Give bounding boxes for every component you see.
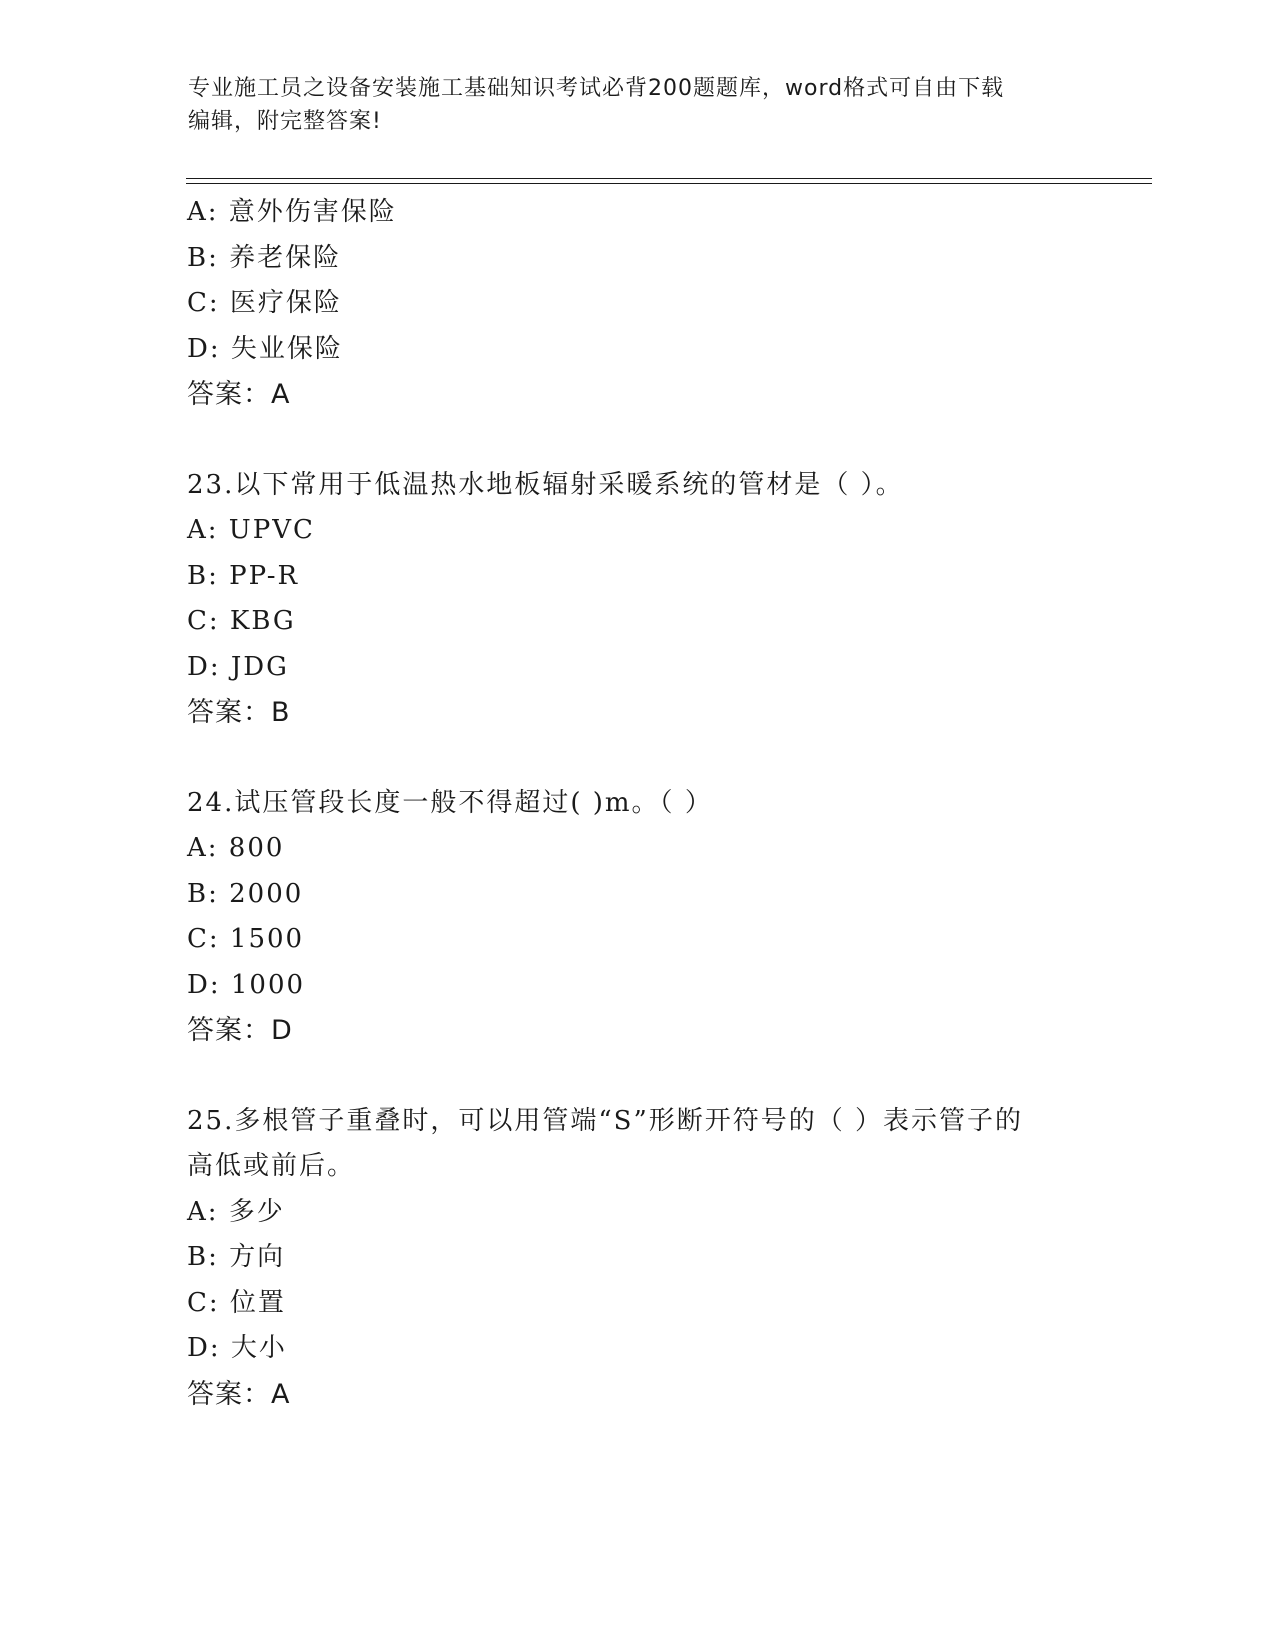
answer-label: 答案：A [187,379,291,410]
spacer [187,1054,1147,1099]
header-divider-top [186,178,1152,179]
option-d: D: 1000 [187,969,306,1000]
option-a: A: 多少 [187,1196,285,1227]
spacer [187,736,1147,781]
document-header [188,72,1088,138]
question-stem: 24.试压管段长度一般不得超过( )m。（ ） [187,787,713,818]
option-c: C: 1500 [187,924,305,954]
option-b: B: 方向 [187,1242,286,1272]
option-d: D: 失业保险 [187,333,343,364]
option-b: B: 养老保险 [187,242,342,273]
question-24 [187,781,1147,1054]
option-d: D: 大小 [187,1333,287,1363]
header-line-2: 编辑，附完整答案! [188,109,382,134]
answer-label: 答案：A [187,1378,291,1410]
question-stem-line-2: 高低或前后。 [187,1151,356,1181]
option-c: C: KBG [187,606,296,636]
option-d: D: JDG [187,651,289,682]
question-22 [187,190,1147,418]
answer-label: 答案：D [187,1015,293,1046]
question-stem: 23.以下常用于低温热水地板辐射采暖系统的管材是（ ）。 [187,469,904,500]
question-25 [187,1099,1147,1418]
header-line-1: 专业施工员之设备安装施工基础知识考试必背200题题库，word格式可自由下载 [188,76,1005,101]
option-a: A: 800 [187,833,285,863]
question-23 [187,463,1147,736]
option-c: C: 医疗保险 [187,288,342,318]
spacer [187,418,1147,463]
question-stem-line-1: 25.多根管子重叠时，可以用管端“S”形断开符号的（ ）表示管子的 [187,1105,1024,1136]
option-b: B: 2000 [187,878,304,909]
option-c: C: 位置 [187,1287,286,1318]
option-a: A: 意外伤害保险 [187,197,397,227]
option-a: A: UPVC [187,515,315,545]
answer-label: 答案：B [187,697,291,728]
header-divider-bottom [186,183,1152,184]
option-b: B: PP-R [187,560,300,591]
question-list [187,190,1147,1417]
